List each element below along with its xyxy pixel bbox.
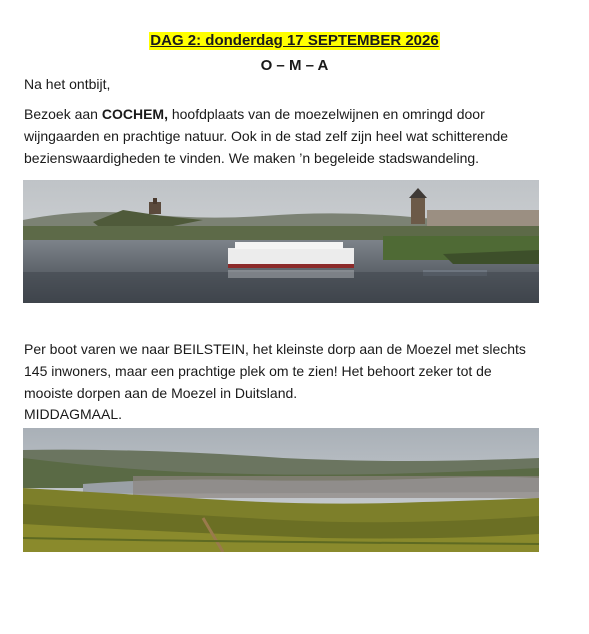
beilstein-photo <box>23 428 539 552</box>
day-title: DAG 2: donderdag 17 SEPTEMBER 2026 <box>150 32 439 49</box>
cochem-paragraph <box>24 103 544 169</box>
beilstein-place-name: BEILSTEIN, <box>173 341 249 357</box>
meals-indicator: O – M – A <box>260 57 329 74</box>
beilstein-paragraph <box>24 338 544 404</box>
cochem-prefix: Bezoek aan <box>24 106 102 122</box>
cochem-description: hoofdplaats van de moezelwijnen en omringd door wijngaarden en prachtige natuur. Ook in de stad zelf zijn heel wat schitterende bezienswaardigheden te vinden. We maken ’n begeleide stadswandeling. <box>24 106 509 166</box>
cochem-place-name: COCHEM, <box>101 106 168 122</box>
beilstein-prefix: Per boot varen we naar <box>24 341 174 357</box>
intro-paragraph: Na het ontbijt, <box>24 76 111 92</box>
cochem-photo <box>23 180 539 303</box>
lunch-note: MIDDAGMAAL. <box>24 406 123 422</box>
heading-wrapper <box>0 32 589 50</box>
beilstein-description: het kleinste dorp aan de Moezel met slechts 145 inwoners, maar een prachtige plek om te zien! Het behoort zeker tot de mooiste dorpen aan de Moezel in Duitsland. <box>24 341 526 401</box>
